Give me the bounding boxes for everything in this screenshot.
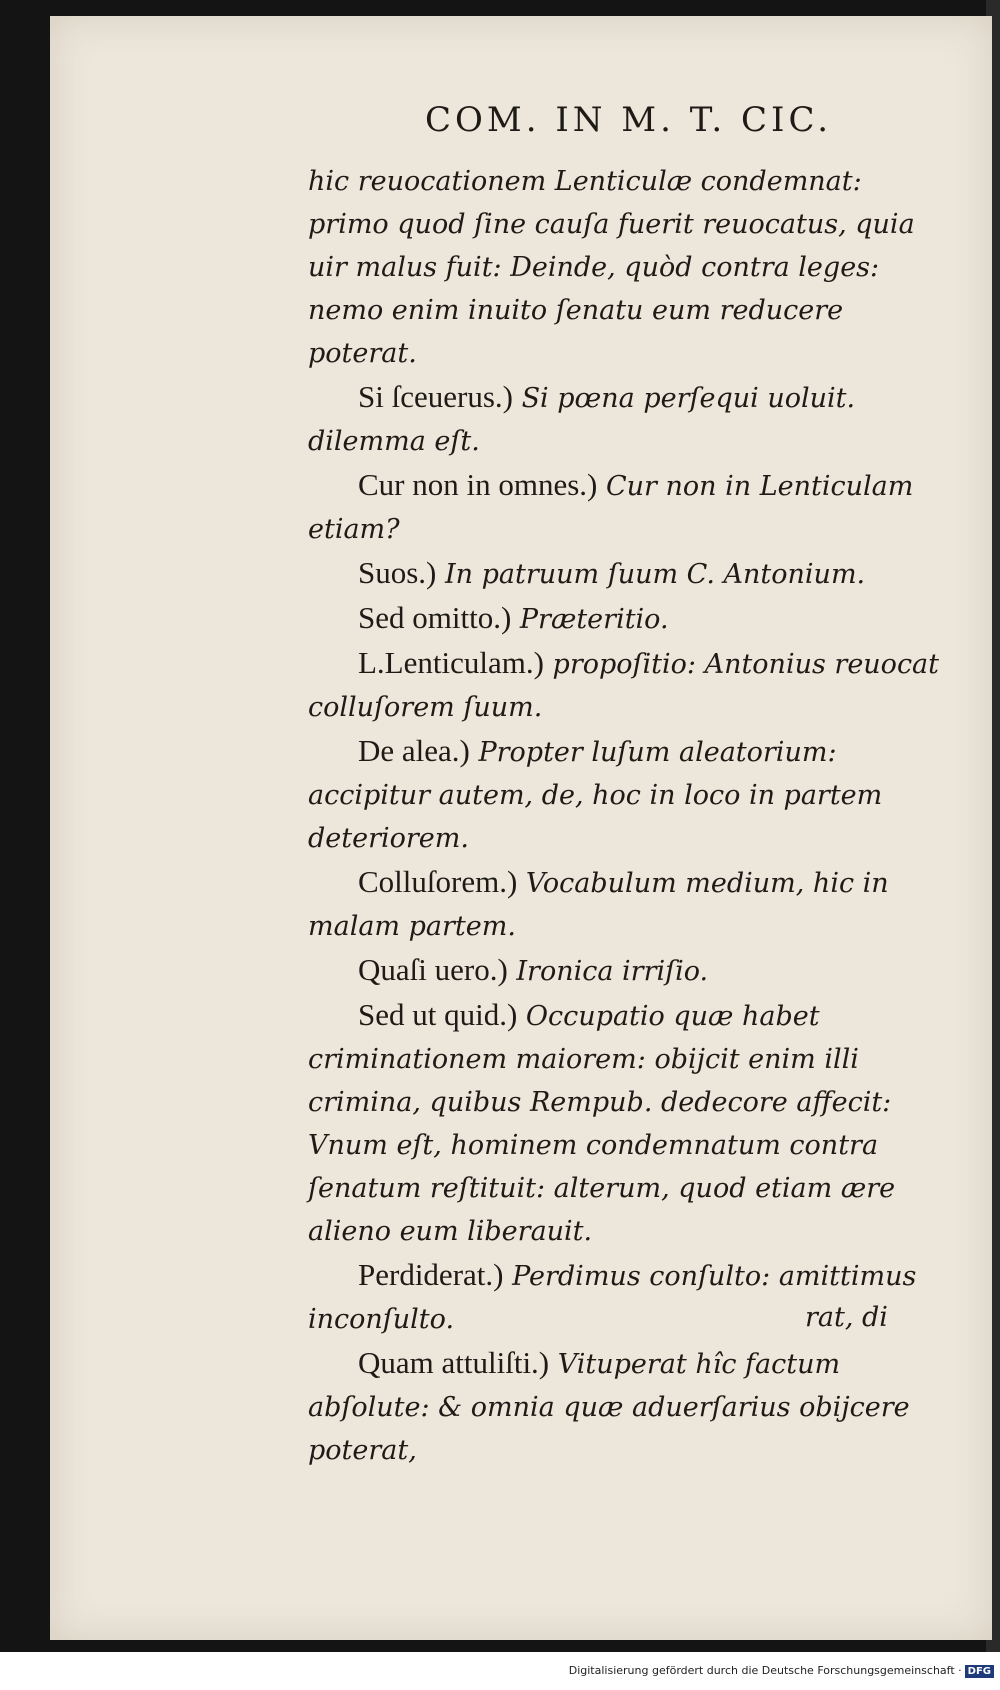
entry-comment: Vocabulum medium, hic in malam partem. xyxy=(308,868,889,942)
entry-lemma: Suos.) xyxy=(358,555,437,590)
entry-comment: Si pœna perſequi uoluit. dilemma eſt. xyxy=(308,383,856,457)
entry-lemma: Perdiderat.) xyxy=(358,1257,504,1292)
entry-7 xyxy=(308,860,948,948)
entry-comment: Præteritio. xyxy=(519,604,669,635)
entry-lemma: Colluſorem.) xyxy=(358,864,518,899)
entry-5 xyxy=(308,641,948,729)
entry-9 xyxy=(308,993,948,1253)
entry-comment: Propter luſum aleatorium: accipitur autem, de, hoc in loco in partem deteriorem. xyxy=(308,737,883,854)
entry-comment: In patruum ſuum C. Antonium. xyxy=(444,559,866,590)
entry-comment: Vituperat hîc factum abſolute: & omnia quæ aduerſarius obijcere poterat, xyxy=(308,1349,910,1466)
entry-comment: Occupatio quæ habet criminationem maiorem: obijcit enim illi crimina, quibus Rempub. dedecore affecit: Vnum eſt, hominem condemnatum contra ſenatum reſtituit: alterum, quod etiam ære alieno eum liberauit. xyxy=(308,1001,896,1247)
entry-8 xyxy=(308,948,948,993)
entry-1 xyxy=(308,375,948,463)
entry-lemma: Cur non in omnes.) xyxy=(358,467,598,502)
entry-11 xyxy=(308,1341,948,1472)
entry-lemma: Sed omitto.) xyxy=(358,600,512,635)
entry-lemma: Sed ut quid.) xyxy=(358,997,518,1032)
entry-lemma: Quaſi uero.) xyxy=(358,952,508,987)
entry-lemma: Si ſceuerus.) xyxy=(358,379,513,414)
entry-lemma: Quam attuliſti.) xyxy=(358,1345,550,1380)
entry-lemma: De alea.) xyxy=(358,733,470,768)
entry-4 xyxy=(308,596,948,641)
dfg-logo: DFG xyxy=(965,1665,994,1678)
entry-comment: propoſitio: Antonius reuocat colluſorem ſuum. xyxy=(308,649,940,723)
entry-comment: Cur non in Lenticulam etiam? xyxy=(308,471,914,545)
footer-credit xyxy=(569,1664,994,1678)
entry-comment: Ironica irriſio. xyxy=(516,956,709,987)
entry-2 xyxy=(308,463,948,551)
entry-comment: hic reuocationem Lenticulæ condemnat: primo quod ſine cauſa fuerit reuocatus, quia uir malus fuit: Deinde, quòd contra leges: nemo enim inuito ſenatu eum reducere poterat. xyxy=(308,166,915,369)
entry-comment: Perdimus conſulto: amittimus inconſulto. xyxy=(308,1261,917,1335)
entry-lemma: L.Lenticulam.) xyxy=(358,645,544,680)
catchword: rat, di xyxy=(805,1302,888,1333)
running-head: COM. IN M. T. CIC. xyxy=(425,100,833,140)
entry-6 xyxy=(308,729,948,860)
entry-0 xyxy=(308,160,948,375)
commentary-text xyxy=(308,160,948,1472)
entry-3 xyxy=(308,551,948,596)
footer-text: Digitalisierung gefördert durch die Deutsche Forschungsgemeinschaft · xyxy=(568,1664,962,1677)
